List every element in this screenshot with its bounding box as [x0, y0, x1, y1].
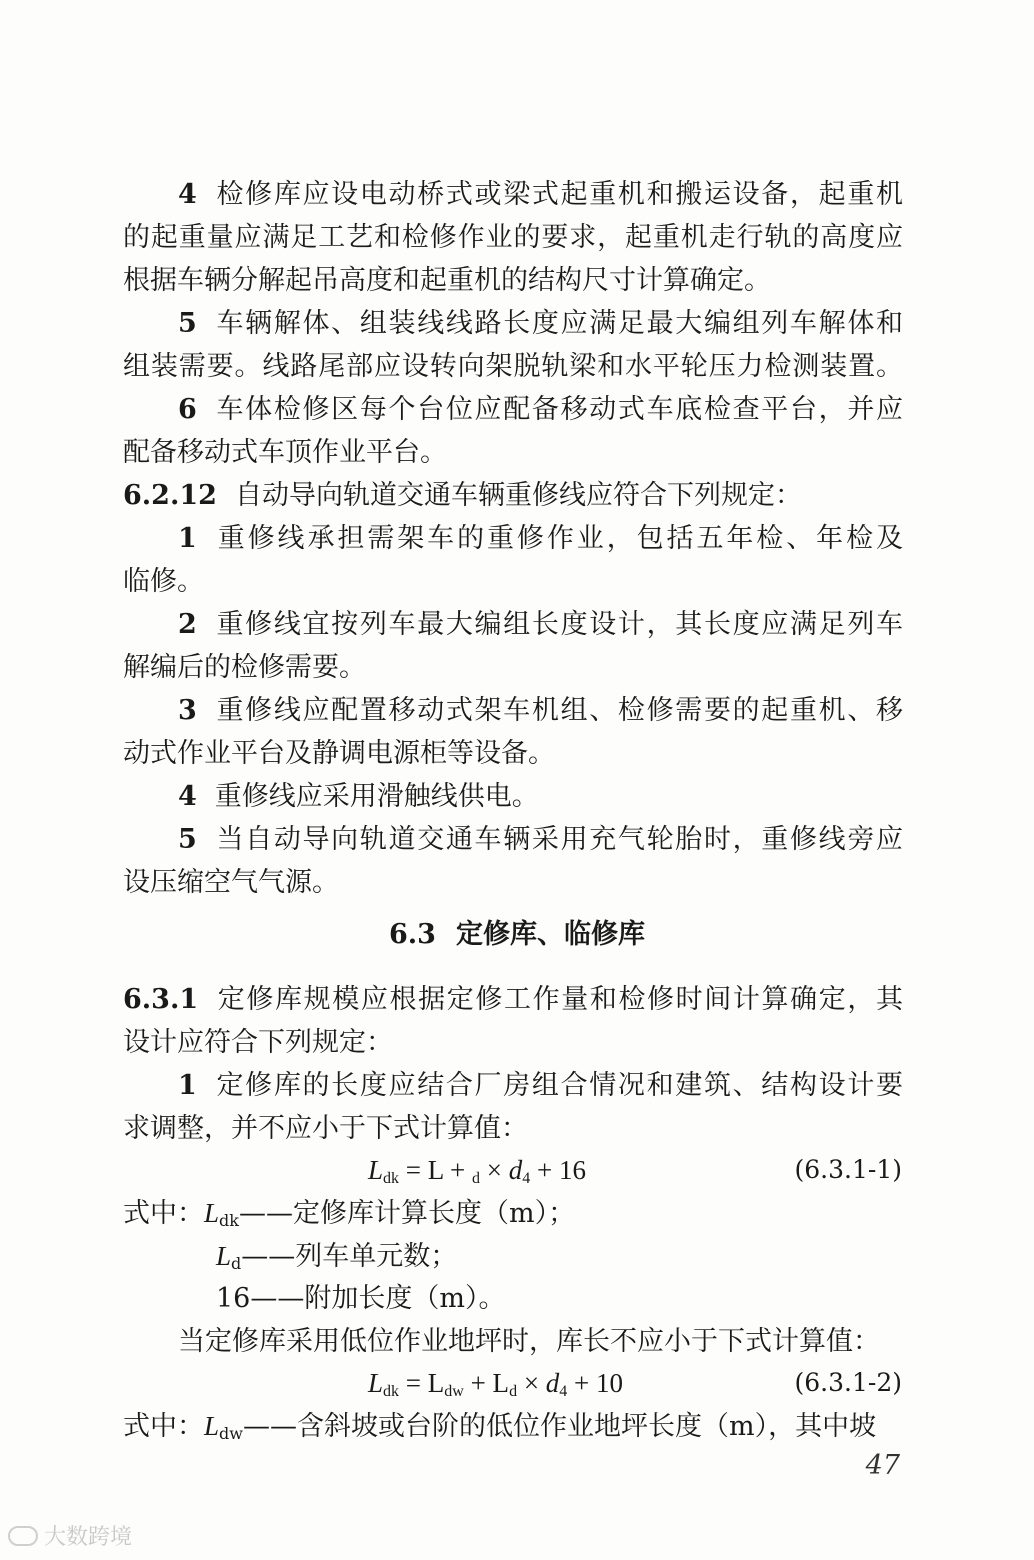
where-entry-1: 式中：$L_{dk}——$定修库计算长度（m）； [123, 1198, 576, 1230]
item-4-line-1: 4 检修库应设电动桥式或梁式起重机和搬运设备，起重机 [178, 179, 903, 210]
item-612-2-line-2: 解编后的检修需要。 [123, 652, 366, 683]
item-612-5-line-2: 设压缩空气气源。 [123, 867, 339, 898]
clause-6-2-12: 6.2.12 自动导向轨道交通车辆重修线应符合下列规定： [123, 480, 802, 511]
page-number: 47 [865, 1450, 900, 1481]
item-612-3-line-1: 3 重修线应配置移动式架车机组、检修需要的起重机、移 [178, 695, 903, 726]
item-5-line-2: 组装需要。线路尾部应设转向架脱轨梁和水平轮压力检测装置。 [123, 351, 903, 382]
item-612-1-line-1: 1 重修线承担需架车的重修作业，包括五年检、年检及 [178, 523, 903, 554]
item-number: 4 [178, 179, 197, 210]
low-floor-paragraph: 当定修库采用低位作业地坪时，库长不应小于下式计算值： [178, 1326, 880, 1357]
item-612-2-line-1: 2 重修线宜按列车最大编组长度设计，其长度应满足列车 [178, 609, 903, 640]
item-631-1-line-1: 1 定修库的长度应结合厂房组合情况和建筑、结构设计要 [178, 1070, 903, 1101]
equation-number-2: (6.3.1-2) [794, 1368, 902, 1397]
where-entry-3: 16——附加长度（m）。 [216, 1283, 506, 1314]
item-612-1-line-2: 临修。 [123, 566, 204, 597]
equation-number-1: (6.3.1-1) [794, 1155, 902, 1184]
where-entry-4: 式中：$L_{dw}——$含斜坡或台阶的低位作业地坪长度（m），其中坡 [123, 1411, 877, 1443]
formula-6-3-1-1: $L_{dk} = L + _d \times d_4 + 16$ [368, 1155, 586, 1187]
watermark-logo-icon [8, 1526, 38, 1546]
item-6-line-2: 配备移动式车顶作业平台。 [123, 437, 447, 468]
item-631-1-line-2: 求调整，并不应小于下式计算值： [123, 1113, 528, 1144]
where-entry-2: $L_d——$列车单元数； [216, 1241, 458, 1273]
watermark: 大数跨境 [8, 1520, 132, 1551]
item-4-line-2: 的起重量应满足工艺和检修作业的要求，起重机走行轨的高度应 [123, 222, 903, 253]
item-612-3-line-2: 动式作业平台及静调电源柜等设备。 [123, 738, 555, 769]
item-5-line-1: 5 车辆解体、组装线线路长度应满足最大编组列车解体和 [178, 308, 903, 339]
formula-6-3-1-2: $L_{dk} = L_{dw} + L_d \times d_4 + 10$ [368, 1368, 624, 1400]
section-heading: 6.3 定修库、临修库 [389, 919, 645, 950]
clause-6-3-1-line-2: 设计应符合下列规定： [123, 1027, 393, 1058]
clause-6-3-1-line-1: 6.3.1 定修库规模应根据定修工作量和检修时间计算确定，其 [123, 984, 903, 1015]
item-612-5-line-1: 5 当自动导向轨道交通车辆采用充气轮胎时，重修线旁应 [178, 824, 903, 855]
item-6-line-1: 6 车体检修区每个台位应配备移动式车底检查平台，并应 [178, 394, 903, 425]
item-612-4-line-1: 4 重修线应采用滑触线供电。 [178, 781, 539, 812]
item-4-line-3: 根据车辆分解起吊高度和起重机的结构尺寸计算确定。 [123, 265, 771, 296]
